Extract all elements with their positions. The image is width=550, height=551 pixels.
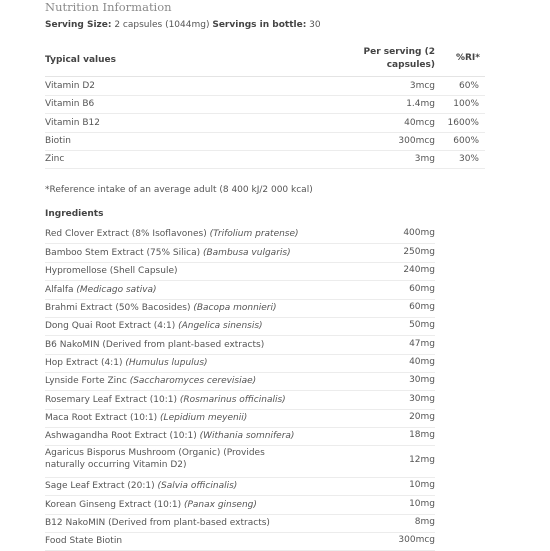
list-item <box>45 446 435 478</box>
list-item <box>45 409 435 428</box>
list-item <box>45 514 435 533</box>
ingredient-latin-name: (Bambusa vulgaris) <box>202 248 291 258</box>
vitamin-amount: 3mg <box>414 154 435 164</box>
ingredient-name-text: Maca Root Extract (10:1) <box>45 413 161 423</box>
reference-footnote: *Reference intake of an average adult (8 400 kJ/2 000 kcal) <box>45 185 313 195</box>
serving-size-label: Serving Size: <box>45 20 112 30</box>
ingredient-name-text: Ashwagandha Root Extract (10:1) <box>45 431 200 441</box>
serving-size-value: 2 capsules (1044mg) <box>111 20 213 30</box>
list-item <box>45 317 435 336</box>
ingredient-amount: 12mg <box>409 455 435 465</box>
vitamin-ri: 1600% <box>447 118 479 128</box>
ingredient-name-text: Hypromellose (Shell Capsule) <box>45 266 178 276</box>
ingredient-amount: 30mg <box>409 394 435 404</box>
ingredient-latin-name: (Rosmarinus officinalis) <box>179 395 286 405</box>
ingredient-name <box>45 357 375 369</box>
ingredient-name <box>45 320 375 332</box>
list-item <box>45 477 435 496</box>
ingredient-latin-name: (Panax ginseng) <box>183 500 257 510</box>
ingredient-amount: 400mg <box>403 228 435 238</box>
list-item <box>45 496 435 515</box>
ingredient-name <box>45 265 375 277</box>
ingredient-latin-name: (Saccharomyces cerevisiae) <box>129 376 257 386</box>
vitamin-amount: 40mcg <box>404 118 435 128</box>
ingredients-heading: Ingredients <box>45 209 104 219</box>
list-item <box>45 262 435 281</box>
list-item <box>45 427 435 446</box>
servings-label: Servings in bottle: <box>212 20 307 30</box>
list-item <box>45 372 435 391</box>
vitamin-name: Vitamin B6 <box>45 99 95 109</box>
ingredient-latin-name: (Lepidium meyenii) <box>160 413 248 423</box>
ingredient-name-text: Hop Extract (4:1) <box>45 358 126 368</box>
ingredient-amount: 60mg <box>409 302 435 312</box>
ingredient-name <box>45 284 375 296</box>
ingredient-amount: 40mg <box>409 357 435 367</box>
vitamin-amount: 300mcg <box>398 136 435 146</box>
ingredient-amount: 47mg <box>409 339 435 349</box>
ingredient-name <box>45 535 375 547</box>
ingredient-name-text: B12 NakoMIN (Derived from plant-based extracts) <box>45 518 270 528</box>
ingredient-name <box>45 247 375 259</box>
list-item <box>45 532 435 551</box>
list-item <box>45 354 435 373</box>
table-row <box>45 114 485 133</box>
ingredient-latin-name: (Angelica sinensis) <box>178 321 263 331</box>
ingredient-amount: 18mg <box>409 430 435 440</box>
ingredient-amount: 240mg <box>403 265 435 275</box>
table-header <box>45 46 485 77</box>
ri-header: %RI* <box>455 53 480 63</box>
vitamin-ri: 100% <box>453 99 479 109</box>
ingredient-latin-name: (Withania somnifera) <box>199 431 295 441</box>
typical-values-header: Typical values <box>45 55 116 65</box>
ingredient-name <box>45 228 375 240</box>
ingredient-name-text: Brahmi Extract (50% Bacosides) <box>45 303 194 313</box>
list-item <box>45 336 435 355</box>
ingredient-amount: 10mg <box>409 480 435 490</box>
ingredient-amount: 30mg <box>409 375 435 385</box>
per-serving-header: Per serving (2 capsules) <box>363 47 435 70</box>
ingredient-name <box>45 517 375 529</box>
ingredient-amount: 20mg <box>409 412 435 422</box>
ingredient-name <box>45 499 375 511</box>
list-item <box>45 281 435 300</box>
ingredient-amount: 60mg <box>409 284 435 294</box>
ingredient-name <box>45 375 375 387</box>
ingredient-name-text: Alfalfa <box>45 285 77 295</box>
ingredient-latin-name: (Medicago sativa) <box>76 285 157 295</box>
ingredient-name-text: Dong Quai Root Extract (4:1) <box>45 321 179 331</box>
vitamin-name: Biotin <box>45 136 71 146</box>
ingredient-name-text: Korean Ginseng Extract (10:1) <box>45 500 184 510</box>
list-item <box>45 299 435 318</box>
ingredient-latin-name: (Bacopa monnieri) <box>193 303 277 313</box>
table-row <box>45 95 485 114</box>
vitamin-amount: 3mcg <box>409 81 435 91</box>
ingredient-name-text: Rosemary Leaf Extract (10:1) <box>45 395 180 405</box>
ingredient-latin-name: (Salvia officinalis) <box>157 481 238 491</box>
ingredient-amount: 50mg <box>409 320 435 330</box>
vitamin-ri: 30% <box>458 154 479 164</box>
ingredient-amount: 300mcg <box>398 535 435 545</box>
ingredient-name <box>45 430 375 442</box>
table-row <box>45 77 485 96</box>
ingredient-name <box>45 480 375 492</box>
ingredient-name-text: Sage Leaf Extract (20:1) <box>45 481 158 491</box>
ingredient-name-text: Agaricus Bisporus Mushroom (Organic) (Provides naturally occurring Vitamin D2) <box>45 448 265 470</box>
servings-value: 30 <box>306 20 321 30</box>
page-title: Nutrition Information <box>45 0 172 14</box>
vitamin-amount: 1.4mg <box>406 99 435 109</box>
list-item <box>45 244 435 263</box>
ingredient-name-text: Lynside Forte Zinc <box>45 376 130 386</box>
ingredient-name <box>45 302 375 314</box>
serving-info <box>45 19 321 31</box>
ingredient-amount: 250mg <box>403 247 435 257</box>
table-row <box>45 150 485 169</box>
ingredient-latin-name: (Humulus lupulus) <box>125 358 208 368</box>
vitamin-name: Zinc <box>45 154 65 164</box>
ingredient-name <box>45 412 375 424</box>
vitamin-ri: 60% <box>458 81 479 91</box>
ingredient-name-text: Food State Biotin <box>45 536 123 546</box>
vitamin-ri: 600% <box>453 136 479 146</box>
ingredient-name <box>45 339 375 351</box>
list-item <box>45 391 435 410</box>
ingredient-name-text: Red Clover Extract (8% Isoflavones) <box>45 229 210 239</box>
ingredient-amount: 10mg <box>409 499 435 509</box>
ingredient-latin-name: (Trifolium pratense) <box>209 229 299 239</box>
table-row <box>45 132 485 151</box>
vitamin-name: Vitamin D2 <box>45 81 95 91</box>
ingredient-name <box>45 447 290 471</box>
ingredient-amount: 8mg <box>414 517 435 527</box>
vitamin-name: Vitamin B12 <box>45 118 100 128</box>
list-item <box>45 225 435 244</box>
ingredient-name-text: B6 NakoMIN (Derived from plant-based extracts) <box>45 340 265 350</box>
ingredient-name-text: Bamboo Stem Extract (75% Silica) <box>45 248 203 258</box>
ingredient-name <box>45 394 375 406</box>
